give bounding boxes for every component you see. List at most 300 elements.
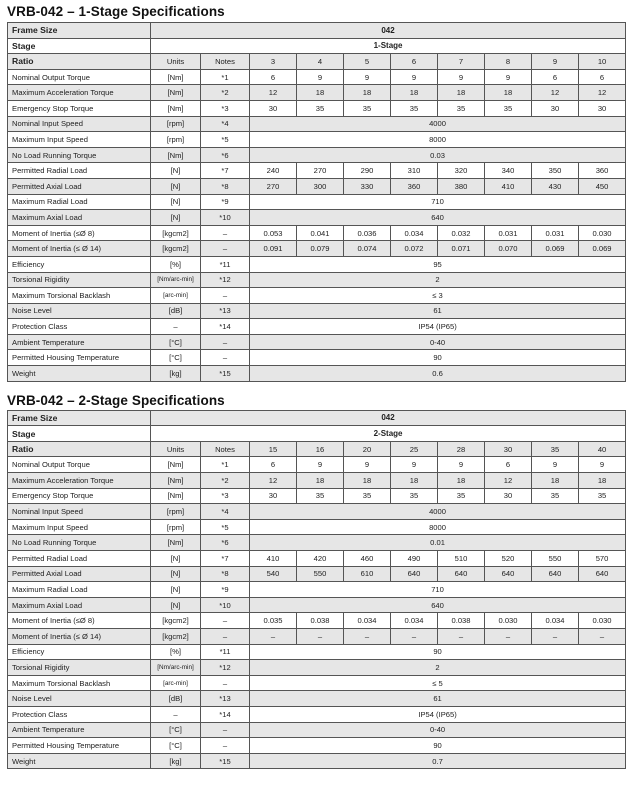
- spec-row: [8, 350, 626, 366]
- spec-notes: –: [201, 334, 250, 350]
- spec-value: 6: [579, 69, 626, 85]
- spec-value: 35: [579, 488, 626, 504]
- spec-notes: *4: [201, 116, 250, 132]
- spec-span-value: 640: [250, 597, 626, 613]
- spec-label: Permitted Radial Load: [8, 163, 151, 179]
- spec-label: Weight: [8, 753, 151, 769]
- spec-value: 0.074: [344, 241, 391, 257]
- spec-span-value: 90: [250, 350, 626, 366]
- spec-value: 12: [579, 85, 626, 101]
- spec-units: [N]: [151, 163, 201, 179]
- spec-units: [kgcm2]: [151, 241, 201, 257]
- spec-notes: *14: [201, 706, 250, 722]
- spec-row: [8, 334, 626, 350]
- spec-value: 550: [532, 551, 579, 567]
- spec-units: [%]: [151, 644, 201, 660]
- spec-label: Noise Level: [8, 303, 151, 319]
- ratio-value: 25: [391, 441, 438, 457]
- spec-units: [N]: [151, 582, 201, 598]
- spec-label: Protection Class: [8, 319, 151, 335]
- ratio-label: Ratio: [8, 441, 151, 457]
- spec-units: [Nm]: [151, 535, 201, 551]
- spec-value: 0.030: [579, 613, 626, 629]
- spec-notes: *2: [201, 85, 250, 101]
- spec-section-1-stage: [0, 0, 631, 382]
- spec-units: [Nm]: [151, 85, 201, 101]
- spec-row: [8, 116, 626, 132]
- spec-value: 640: [532, 566, 579, 582]
- frame-size-label: Frame Size: [8, 23, 151, 39]
- spec-units: [%]: [151, 256, 201, 272]
- spec-value: 30: [579, 100, 626, 116]
- spec-value: 18: [485, 85, 532, 101]
- spec-value: 0.038: [438, 613, 485, 629]
- spec-value: 640: [579, 566, 626, 582]
- spec-value: 0.032: [438, 225, 485, 241]
- spec-notes: *5: [201, 519, 250, 535]
- spec-notes: *10: [201, 597, 250, 613]
- spec-value: –: [344, 628, 391, 644]
- spec-value: 310: [391, 163, 438, 179]
- spec-value: 9: [297, 69, 344, 85]
- spec-value: 0.031: [532, 225, 579, 241]
- spec-row: [8, 241, 626, 257]
- spec-label: Permitted Axial Load: [8, 566, 151, 582]
- spec-value: 18: [391, 473, 438, 489]
- spec-value: 9: [485, 69, 532, 85]
- spec-value: 0.034: [391, 613, 438, 629]
- spec-notes: –: [201, 738, 250, 754]
- spec-value: 12: [250, 473, 297, 489]
- spec-value: 6: [250, 457, 297, 473]
- spec-units: [Nm]: [151, 488, 201, 504]
- spec-value: 340: [485, 163, 532, 179]
- spec-span-value: ≤ 3: [250, 288, 626, 304]
- spec-units: –: [151, 706, 201, 722]
- spec-value: 0.041: [297, 225, 344, 241]
- spec-notes: *11: [201, 256, 250, 272]
- spec-value: 360: [579, 163, 626, 179]
- spec-notes: *1: [201, 457, 250, 473]
- ratio-value: 6: [391, 54, 438, 70]
- spec-label: Moment of Inertia (≤ Ø 14): [8, 628, 151, 644]
- spec-notes: *9: [201, 194, 250, 210]
- frame-size-row: [8, 410, 626, 426]
- spec-value: 410: [485, 178, 532, 194]
- spec-row: [8, 288, 626, 304]
- spec-label: Permitted Housing Temperature: [8, 738, 151, 754]
- spec-row: [8, 628, 626, 644]
- spec-value: 0.053: [250, 225, 297, 241]
- page-title: VRB-042 – 2-Stage Specifications: [7, 392, 225, 408]
- spec-value: 300: [297, 178, 344, 194]
- spec-units: [kgcm2]: [151, 225, 201, 241]
- spec-notes: *8: [201, 566, 250, 582]
- spec-value: –: [438, 628, 485, 644]
- ratio-row: [8, 441, 626, 457]
- spec-value: 270: [297, 163, 344, 179]
- spec-label: Nominal Output Torque: [8, 69, 151, 85]
- spec-value: 35: [391, 100, 438, 116]
- spec-value: –: [532, 628, 579, 644]
- spec-row: [8, 535, 626, 551]
- spec-row: [8, 163, 626, 179]
- spec-value: 6: [532, 69, 579, 85]
- notes-header: Notes: [201, 54, 250, 70]
- spec-value: 35: [297, 488, 344, 504]
- spec-value: 0.034: [344, 613, 391, 629]
- spec-span-value: 0.03: [250, 147, 626, 163]
- spec-value: 18: [579, 473, 626, 489]
- ratio-value: 15: [250, 441, 297, 457]
- ratio-value: 20: [344, 441, 391, 457]
- units-header: Units: [151, 441, 201, 457]
- spec-notes: *15: [201, 366, 250, 382]
- spec-value: 30: [250, 488, 297, 504]
- spec-value: 0.072: [391, 241, 438, 257]
- spec-value: 0.071: [438, 241, 485, 257]
- spec-row: [8, 256, 626, 272]
- spec-value: 35: [391, 488, 438, 504]
- spec-notes: *15: [201, 753, 250, 769]
- frame-size-value: 042: [151, 410, 626, 426]
- units-header: Units: [151, 54, 201, 70]
- notes-header: Notes: [201, 441, 250, 457]
- spec-span-value: 8000: [250, 519, 626, 535]
- spec-value: 0.030: [485, 613, 532, 629]
- spec-units: [Nm]: [151, 473, 201, 489]
- spec-value: –: [391, 628, 438, 644]
- spec-notes: *11: [201, 644, 250, 660]
- spec-value: 410: [250, 551, 297, 567]
- frame-size-row: [8, 23, 626, 39]
- spec-notes: *1: [201, 69, 250, 85]
- spec-label: Maximum Input Speed: [8, 132, 151, 148]
- ratio-value: 5: [344, 54, 391, 70]
- spec-notes: *2: [201, 473, 250, 489]
- spec-units: [kg]: [151, 366, 201, 382]
- spec-label: Weight: [8, 366, 151, 382]
- spec-value: 450: [579, 178, 626, 194]
- spec-value: –: [485, 628, 532, 644]
- spec-row: [8, 225, 626, 241]
- spec-span-value: 4000: [250, 504, 626, 520]
- spec-row: [8, 457, 626, 473]
- spec-value: 18: [438, 473, 485, 489]
- spec-value: 0.069: [579, 241, 626, 257]
- stage-label: Stage: [8, 426, 151, 442]
- stage-row: [8, 426, 626, 442]
- spec-label: No Load Running Torque: [8, 535, 151, 551]
- spec-units: –: [151, 319, 201, 335]
- spec-row: [8, 722, 626, 738]
- spec-label: Nominal Input Speed: [8, 116, 151, 132]
- spec-units: [rpm]: [151, 116, 201, 132]
- spec-span-value: ≤ 5: [250, 675, 626, 691]
- spec-row: [8, 519, 626, 535]
- spec-value: 360: [391, 178, 438, 194]
- spec-units: [N]: [151, 178, 201, 194]
- spec-value: 640: [485, 566, 532, 582]
- spec-row: [8, 753, 626, 769]
- spec-label: Emergency Stop Torque: [8, 488, 151, 504]
- spec-label: Nominal Output Torque: [8, 457, 151, 473]
- spec-units: [arc-min]: [151, 675, 201, 691]
- spec-units: [N]: [151, 597, 201, 613]
- frame-size-value: 042: [151, 23, 626, 39]
- spec-value: 18: [391, 85, 438, 101]
- spec-span-value: 90: [250, 738, 626, 754]
- spec-section-2-stage: [0, 391, 631, 770]
- spec-value: 0.034: [532, 613, 579, 629]
- spec-value: 12: [485, 473, 532, 489]
- spec-value: 30: [485, 488, 532, 504]
- spec-value: 35: [532, 488, 579, 504]
- spec-value: 0.079: [297, 241, 344, 257]
- spec-span-value: 2: [250, 660, 626, 676]
- spec-row: [8, 566, 626, 582]
- spec-value: 18: [438, 85, 485, 101]
- spec-units: [rpm]: [151, 504, 201, 520]
- spec-row: [8, 644, 626, 660]
- spec-row: [8, 319, 626, 335]
- spec-notes: *10: [201, 210, 250, 226]
- spec-row: [8, 738, 626, 754]
- spec-notes: *6: [201, 147, 250, 163]
- spec-row: [8, 272, 626, 288]
- spec-units: [Nm/arc-min]: [151, 660, 201, 676]
- spec-value: 0.036: [344, 225, 391, 241]
- spec-span-value: 4000: [250, 116, 626, 132]
- spec-units: [dB]: [151, 303, 201, 319]
- spec-value: 0.069: [532, 241, 579, 257]
- stage-value: 2-Stage: [151, 426, 626, 442]
- spec-row: [8, 210, 626, 226]
- spec-value: 0.038: [297, 613, 344, 629]
- spec-row: [8, 147, 626, 163]
- spec-value: 0.034: [391, 225, 438, 241]
- spec-units: [N]: [151, 551, 201, 567]
- spec-table-1-stage: [7, 22, 626, 382]
- spec-label: Protection Class: [8, 706, 151, 722]
- spec-label: Nominal Input Speed: [8, 504, 151, 520]
- spec-value: 0.031: [485, 225, 532, 241]
- spec-label: Ambient Temperature: [8, 722, 151, 738]
- spec-row: [8, 660, 626, 676]
- spec-units: [rpm]: [151, 132, 201, 148]
- spec-span-value: 0.01: [250, 535, 626, 551]
- spec-value: 12: [250, 85, 297, 101]
- spec-row: [8, 488, 626, 504]
- spec-value: 9: [391, 69, 438, 85]
- spec-units: [°C]: [151, 334, 201, 350]
- spec-value: 540: [250, 566, 297, 582]
- spec-notes: *6: [201, 535, 250, 551]
- spec-label: Maximum Radial Load: [8, 194, 151, 210]
- spec-value: 0.035: [250, 613, 297, 629]
- ratio-value: 30: [485, 441, 532, 457]
- spec-label: Permitted Housing Temperature: [8, 350, 151, 366]
- spec-value: 6: [250, 69, 297, 85]
- spec-label: Maximum Torsional Backlash: [8, 675, 151, 691]
- spec-row: [8, 194, 626, 210]
- spec-value: 0.030: [579, 225, 626, 241]
- spec-units: [Nm]: [151, 69, 201, 85]
- spec-span-value: IP54 (IP65): [250, 706, 626, 722]
- spec-span-value: 710: [250, 582, 626, 598]
- spec-value: 430: [532, 178, 579, 194]
- spec-label: Moment of Inertia (≤Ø 8): [8, 613, 151, 629]
- spec-label: Noise Level: [8, 691, 151, 707]
- spec-value: 610: [344, 566, 391, 582]
- stage-value: 1-Stage: [151, 38, 626, 54]
- spec-value: 30: [250, 100, 297, 116]
- spec-notes: *3: [201, 100, 250, 116]
- spec-label: Moment of Inertia (≤Ø 8): [8, 225, 151, 241]
- ratio-value: 9: [532, 54, 579, 70]
- spec-label: Maximum Axial Load: [8, 210, 151, 226]
- spec-value: 35: [438, 488, 485, 504]
- spec-row: [8, 675, 626, 691]
- spec-value: 12: [532, 85, 579, 101]
- spec-units: [dB]: [151, 691, 201, 707]
- spec-label: Maximum Axial Load: [8, 597, 151, 613]
- spec-value: 550: [297, 566, 344, 582]
- spec-label: Maximum Radial Load: [8, 582, 151, 598]
- spec-value: 9: [344, 457, 391, 473]
- spec-notes: *7: [201, 551, 250, 567]
- spec-units: [Nm]: [151, 457, 201, 473]
- spec-label: Ambient Temperature: [8, 334, 151, 350]
- spec-value: 18: [297, 85, 344, 101]
- spec-value: 18: [344, 85, 391, 101]
- spec-value: 510: [438, 551, 485, 567]
- spec-value: 290: [344, 163, 391, 179]
- ratio-row: [8, 54, 626, 70]
- ratio-value: 7: [438, 54, 485, 70]
- spec-span-value: 640: [250, 210, 626, 226]
- spec-units: [°C]: [151, 350, 201, 366]
- spec-value: 640: [438, 566, 485, 582]
- spec-label: Moment of Inertia (≤ Ø 14): [8, 241, 151, 257]
- spec-span-value: 61: [250, 691, 626, 707]
- spec-value: 35: [297, 100, 344, 116]
- spec-label: Maximum Torsional Backlash: [8, 288, 151, 304]
- spec-units: [Nm]: [151, 100, 201, 116]
- spec-span-value: IP54 (IP65): [250, 319, 626, 335]
- spec-units: [N]: [151, 210, 201, 226]
- spec-value: 320: [438, 163, 485, 179]
- spec-value: 18: [532, 473, 579, 489]
- spec-value: 18: [344, 473, 391, 489]
- spec-value: –: [250, 628, 297, 644]
- spec-span-value: 90: [250, 644, 626, 660]
- ratio-value: 28: [438, 441, 485, 457]
- spec-units: [°C]: [151, 738, 201, 754]
- spec-row: [8, 366, 626, 382]
- spec-value: 380: [438, 178, 485, 194]
- spec-label: No Load Running Torque: [8, 147, 151, 163]
- ratio-value: 35: [532, 441, 579, 457]
- spec-notes: –: [201, 613, 250, 629]
- spec-value: 270: [250, 178, 297, 194]
- spec-label: Efficiency: [8, 256, 151, 272]
- spec-row: [8, 178, 626, 194]
- spec-value: 9: [391, 457, 438, 473]
- spec-notes: –: [201, 241, 250, 257]
- ratio-value: 10: [579, 54, 626, 70]
- spec-value: 9: [579, 457, 626, 473]
- spec-notes: –: [201, 628, 250, 644]
- spec-row: [8, 303, 626, 319]
- spec-notes: *5: [201, 132, 250, 148]
- spec-value: 350: [532, 163, 579, 179]
- stage-row: [8, 38, 626, 54]
- spec-row: [8, 504, 626, 520]
- spec-row: [8, 69, 626, 85]
- spec-notes: –: [201, 675, 250, 691]
- spec-units: [N]: [151, 194, 201, 210]
- page-title: VRB-042 – 1-Stage Specifications: [7, 4, 225, 19]
- spec-row: [8, 597, 626, 613]
- ratio-value: 40: [579, 441, 626, 457]
- spec-notes: –: [201, 350, 250, 366]
- spec-units: [kg]: [151, 753, 201, 769]
- spec-value: 420: [297, 551, 344, 567]
- spec-value: 18: [297, 473, 344, 489]
- spec-row: [8, 85, 626, 101]
- spec-span-value: 0.6: [250, 366, 626, 382]
- frame-size-label: Frame Size: [8, 410, 151, 426]
- spec-value: 0.070: [485, 241, 532, 257]
- spec-row: [8, 100, 626, 116]
- spec-label: Maximum Acceleration Torque: [8, 85, 151, 101]
- spec-value: 6: [485, 457, 532, 473]
- spec-value: 9: [532, 457, 579, 473]
- spec-notes: *3: [201, 488, 250, 504]
- spec-label: Emergency Stop Torque: [8, 100, 151, 116]
- spec-value: 520: [485, 551, 532, 567]
- spec-span-value: 710: [250, 194, 626, 210]
- spec-units: [°C]: [151, 722, 201, 738]
- spec-value: 30: [532, 100, 579, 116]
- spec-row: [8, 551, 626, 567]
- spec-label: Torsional Rigidity: [8, 660, 151, 676]
- spec-label: Torsional Rigidity: [8, 272, 151, 288]
- spec-row: [8, 706, 626, 722]
- ratio-value: 3: [250, 54, 297, 70]
- spec-value: 35: [344, 100, 391, 116]
- spec-span-value: 0-40: [250, 722, 626, 738]
- spec-value: 490: [391, 551, 438, 567]
- spec-value: 35: [485, 100, 532, 116]
- spec-value: –: [579, 628, 626, 644]
- spec-table-2-stage: [7, 410, 626, 770]
- spec-label: Maximum Acceleration Torque: [8, 473, 151, 489]
- spec-notes: *7: [201, 163, 250, 179]
- spec-value: 9: [297, 457, 344, 473]
- spec-notes: *4: [201, 504, 250, 520]
- spec-value: 640: [391, 566, 438, 582]
- spec-label: Efficiency: [8, 644, 151, 660]
- spec-label: Maximum Input Speed: [8, 519, 151, 535]
- spec-value: 9: [438, 457, 485, 473]
- spec-label: Permitted Radial Load: [8, 551, 151, 567]
- spec-label: Permitted Axial Load: [8, 178, 151, 194]
- spec-value: 330: [344, 178, 391, 194]
- spec-units: [arc-min]: [151, 288, 201, 304]
- spec-value: 35: [438, 100, 485, 116]
